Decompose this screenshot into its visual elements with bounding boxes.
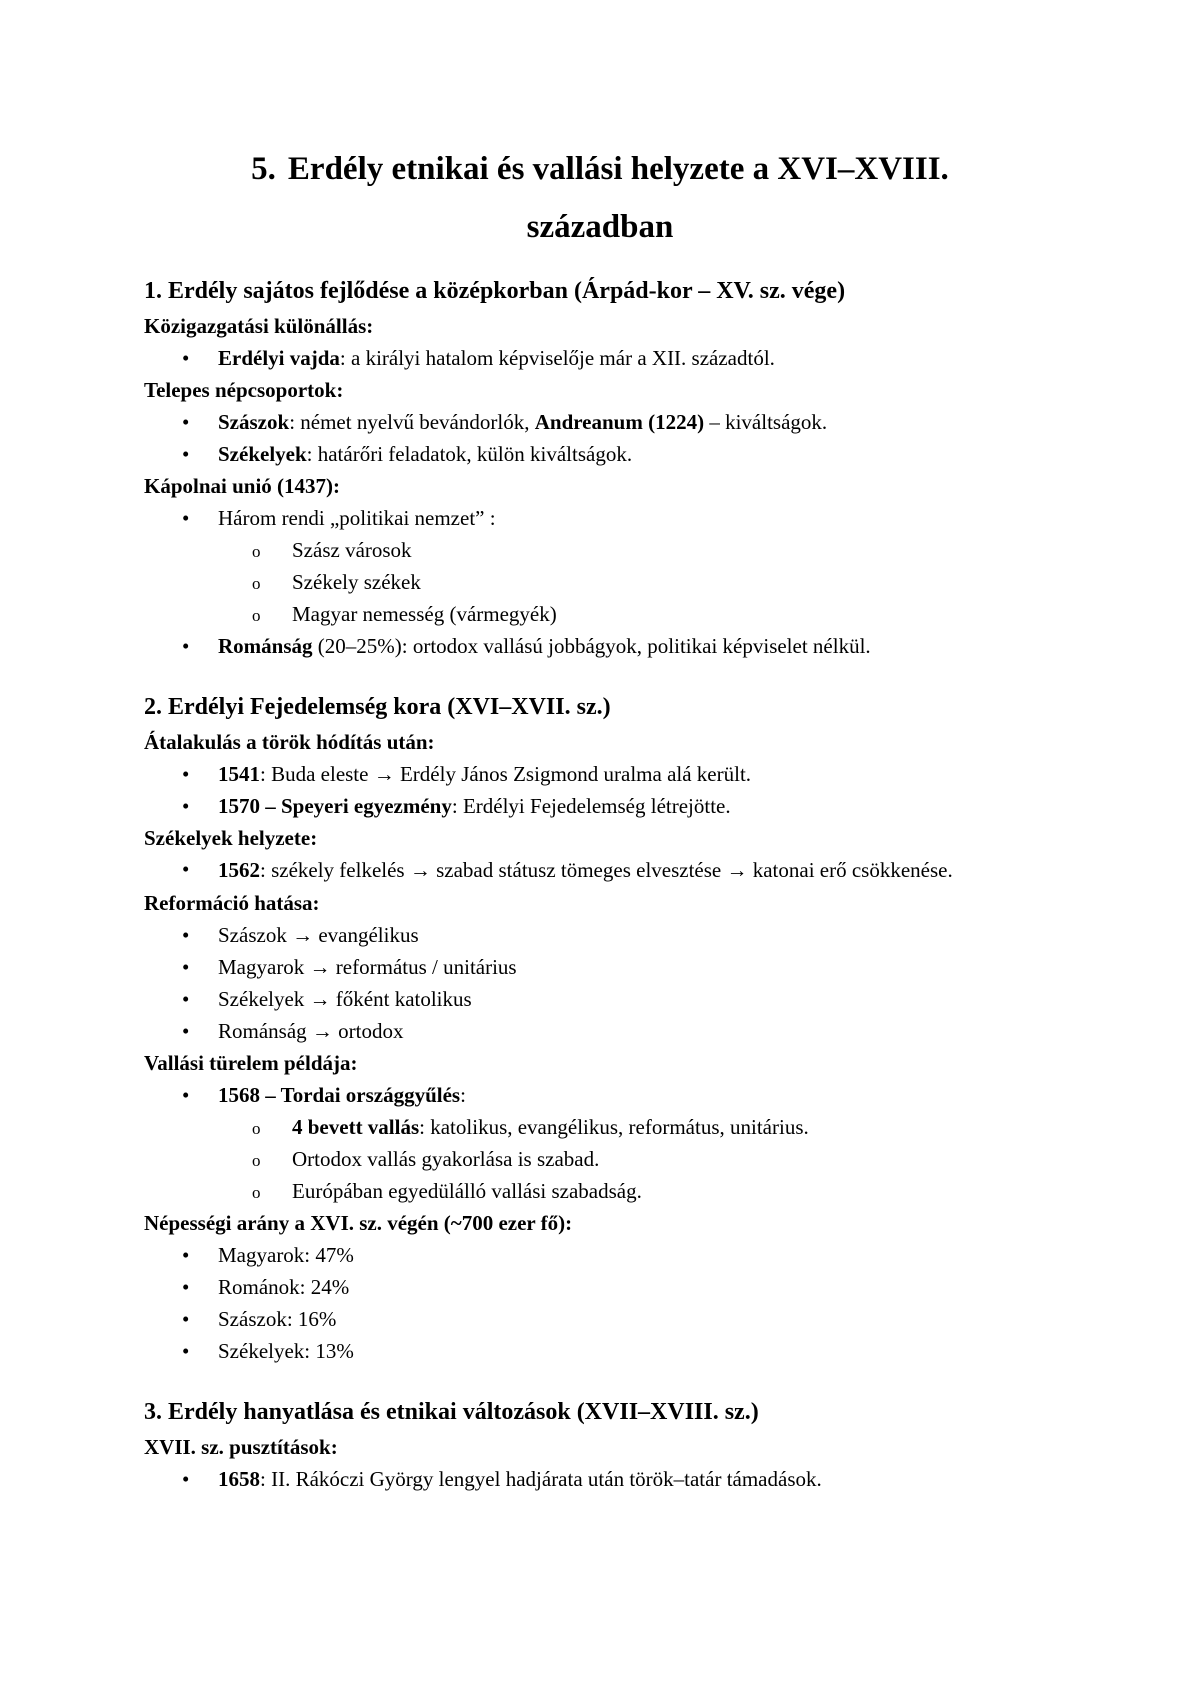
sub-list-item: o 4 bevett vallás: katolikus, evangélikus, református, unitárius. [144,1111,1104,1143]
circle-bullet-icon: o [252,1119,261,1138]
list-item: • Székelyek → főként katolikus [144,983,1104,1015]
list-item: • Magyarok: 47% [144,1239,1104,1271]
bullet-icon: • [182,1083,190,1107]
bullet-icon: • [182,1019,190,1043]
list-item: • 1568 – Tordai országgyűlés: [144,1079,1104,1111]
bullet-icon: • [182,346,190,370]
subheading-vallasi-turelem: Vallási türelem példája: [144,1051,358,1075]
bullet-icon: • [182,762,190,786]
subheading-pusztitasok: XVII. sz. pusztítások: [144,1435,338,1459]
bullet-icon: • [182,987,190,1011]
sub-list-item: o Ortodox vallás gyakorlása is szabad. [144,1143,1104,1175]
title-number: 5. [251,151,276,187]
list-item: • Székelyek: 13% [144,1335,1104,1367]
list-item: • Székelyek: határőri feladatok, külön kiváltságok. [144,438,1104,470]
list-item: • Szászok: német nyelvű bevándorlók, Andreanum (1224) – kiváltságok. [144,406,1104,438]
bullet-icon: • [182,1467,190,1491]
section-3-heading: 3. Erdély hanyatlása és etnikai változások (XVII–XVIII. sz.) [144,1399,759,1425]
circle-bullet-icon: o [252,542,261,561]
list-item: • 1562: székely felkelés → szabad státusz tömeges elvesztése → katonai erő csökkenése. [144,854,1104,887]
circle-bullet-icon: o [252,606,261,625]
bullet-icon: • [182,1275,190,1299]
section-1-heading: 1. Erdély sajátos fejlődése a középkorban (Árpád-kor – XV. sz. vége) [144,278,846,304]
sub-list-item: o Szász városok [144,534,1104,566]
section-spacer [144,1367,1104,1393]
bullet-icon: • [182,794,190,818]
bullet-icon: • [182,442,190,466]
list-item: • Erdélyi vajda: a királyi hatalom képviselője már a XII. századtól. [144,342,1104,374]
subheading-szekelyek-helyzete: Székelyek helyzete: [144,826,318,850]
list-item: • Szászok → evangélikus [144,919,1104,951]
subheading-reformacio: Reformáció hatása: [144,891,320,915]
bullet-icon: • [182,410,190,434]
bullet-icon: • [182,923,190,947]
document-body [144,272,1104,1495]
circle-bullet-icon: o [252,574,261,593]
bullet-icon: • [182,634,190,658]
circle-bullet-icon: o [252,1183,261,1202]
list-item: • Magyarok → református / unitárius [144,951,1104,983]
bullet-icon: • [182,506,190,530]
list-item: • Három rendi „politikai nemzet” : [144,502,1104,534]
bullet-icon: • [182,857,190,881]
subheading-kapolnai-unio: Kápolnai unió (1437): [144,474,341,498]
sub-list-item: o Székely székek [144,566,1104,598]
subheading-atalakulas: Átalakulás a török hódítás után: [144,730,435,754]
list-item: • 1541: Buda eleste → Erdély János Zsigmond uralma alá került. [144,758,1104,790]
subheading-telepes: Telepes népcsoportok: [144,378,344,402]
list-item: • Románság → ortodox [144,1015,1104,1047]
subheading-nepessegi-arany: Népességi arány a XVI. sz. végén (~700 ezer fő): [144,1211,573,1235]
section-spacer [144,662,1104,688]
bullet-icon: • [182,955,190,979]
bullet-icon: • [182,1243,190,1267]
section-2-heading: 2. Erdélyi Fejedelemség kora (XVI–XVII. sz.) [144,694,611,720]
sub-list-item: o Európában egyedülálló vallási szabadság. [144,1175,1104,1207]
list-item: • Románság (20–25%): ortodox vallású jobbágyok, politikai képviselet nélkül. [144,630,1104,662]
bullet-icon: • [182,1339,190,1363]
page-title [0,140,1200,256]
title-line-1: 5. Erdély etnikai és vallási helyzete a XVI–XVIII. [251,151,949,187]
sub-list-item: o Magyar nemesség (vármegyék) [144,598,1104,630]
list-item: • 1570 – Speyeri egyezmény: Erdélyi Fejedelemség létrejötte. [144,790,1104,822]
circle-bullet-icon: o [252,1151,261,1170]
list-item: • Szászok: 16% [144,1303,1104,1335]
subheading-kozigazgatas: Közigazgatási különállás: [144,314,374,338]
list-item: • Románok: 24% [144,1271,1104,1303]
list-item: • 1658: II. Rákóczi György lengyel hadjárata után török–tatár támadások. [144,1463,1104,1495]
title-line-2: században [526,209,674,245]
bullet-icon: • [182,1307,190,1331]
